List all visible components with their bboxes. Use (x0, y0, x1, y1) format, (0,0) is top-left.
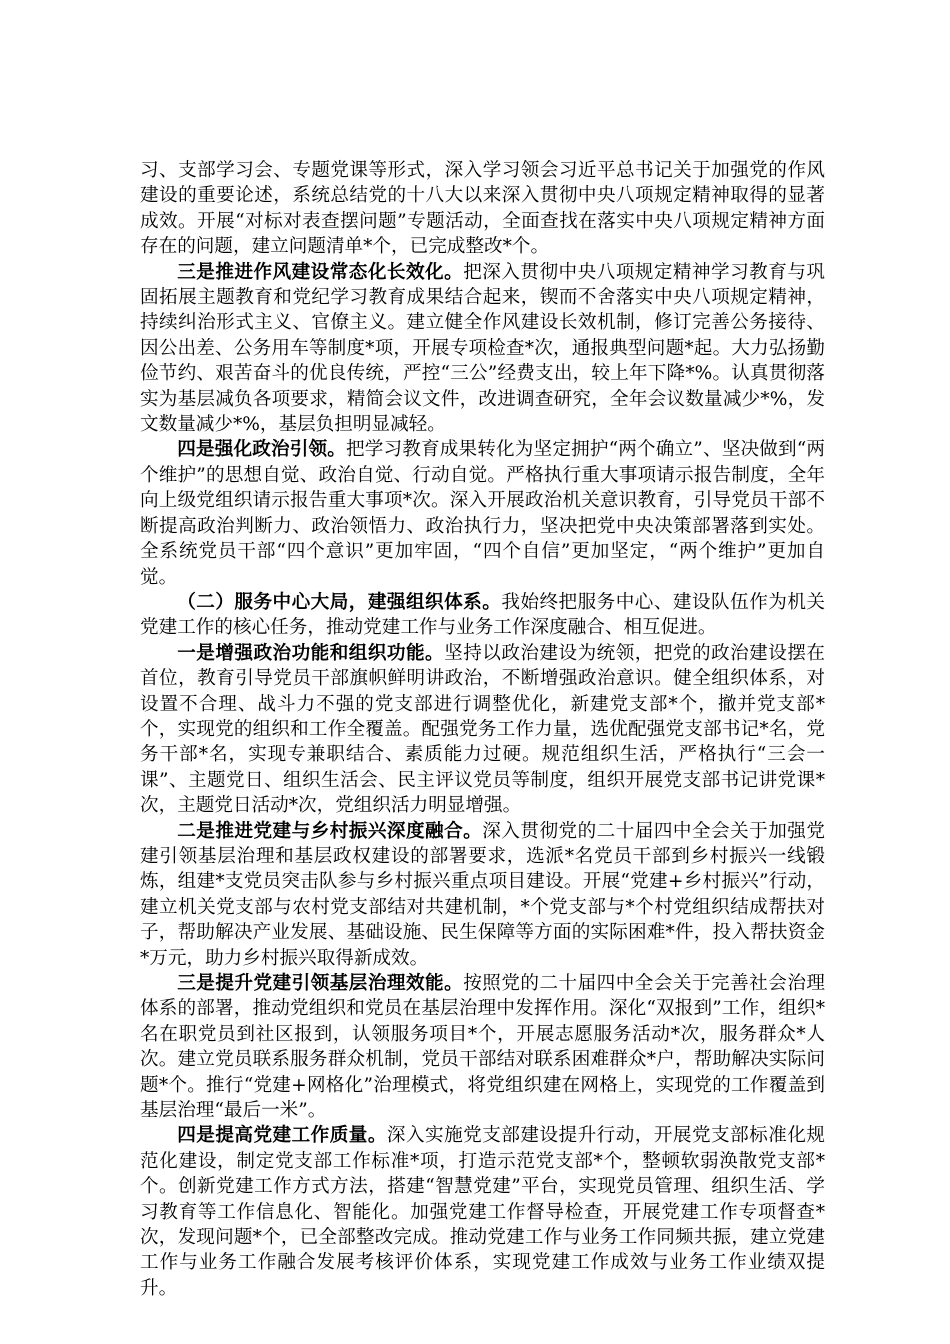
paragraph-body: 深入贯彻党的二十届四中全会关于加强党建引领基层治理和基层政权建设的部署要求，选派*名党员干部到乡村振兴一线锻炼，组建*支党员突击队参与乡村振兴重点项目建设。开展“党建+乡村振兴”行动，建立机关党支部与农村党支部结对共建机制，*个党支部与*个村党组织结成帮扶对子，帮助解决产业发展、基础设施、民生保障等方面的实际困难*件，投入帮扶资金*万元，助力乡村振兴取得新成效。 (140, 820, 825, 969)
paragraph-heading: 一是增强政治功能和组织功能。 (177, 642, 445, 664)
paragraph-grassroots-governance (140, 971, 825, 1123)
paragraph-heading: 三是推进作风建设常态化长效化。 (177, 261, 464, 283)
paragraph-body: 把学习教育成果转化为坚定拥护“两个确立”、坚决做到“两个维护”的思想自觉、政治自觉、行动自觉。严格执行重大事项请示报告制度，全年向上级党组织请示报告重大事项*次。深入开展政治机关意识教育，引导党员干部不断提高政治判断力、政治领悟力、政治执行力，坚决把党中央决策部署落到实处。全系统党员干部“四个意识”更加牢固，“四个自信”更加坚定，“两个维护”更加自觉。 (140, 439, 825, 588)
paragraph-body: 坚持以政治建设为统领，把党的政治建设摆在首位，教育引导党员干部旗帜鲜明讲政治，不断增强政治意识。健全组织体系，对设置不合理、战斗力不强的党支部进行调整优化，新建党支部*个，撤并党支部*个，实现党的组织和工作全覆盖。配强党务工作力量，选优配强党支部书记*名，党务干部*名，实现专兼职结合、素质能力过硬。规范组织生活，严格执行“三会一课”、主题党日、组织生活会、民主评议党员等制度，组织开展党支部书记讲党课*次，主题党日活动*次，党组织活力明显增强。 (140, 642, 825, 817)
paragraph-body: 我始终把服务中心、建设队伍作为机关党建工作的核心任务，推动党建工作与业务工作深度融合、相互促进。 (140, 591, 825, 639)
paragraph-heading: 四是提高党建工作质量。 (177, 1125, 387, 1147)
paragraph-heading: 二是推进党建与乡村振兴深度融合。 (177, 820, 483, 842)
paragraph-study-continuation (140, 158, 825, 260)
section-heading-organization (140, 590, 825, 641)
paragraph-body: 把深入贯彻中央八项规定精神学习教育与巩固拓展主题教育和党纪学习教育成果结合起来，锲而不舍落实中央八项规定精神，持续纠治形式主义、官僚主义。建立健全作风建设长效机制，修订完善公务接待、因公出差、公务用车等制度*项，开展专项检查*次，通报典型问题*起。大力弘扬勤俭节约、艰苦奋斗的优良传统，严控“三公”经费支出，较上年下降*%。认真贯彻落实为基层减负各项要求，精简会议文件，改进调查研究，全年会议数量减少*%，发文数量减少*%，基层负担明显减轻。 (140, 261, 825, 436)
paragraph-heading: 四是强化政治引领。 (177, 439, 346, 461)
paragraph-body: 习、支部学习会、专题党课等形式，深入学习领会习近平总书记关于加强党的作风建设的重要论述，系统总结党的十八大以来深入贯彻中央八项规定精神取得的显著成效。开展“对标对表查摆问题”专题活动，全面查找在落实中央八项规定精神方面存在的问题，建立问题清单*个，已完成整改*个。 (140, 160, 825, 258)
paragraph-body: 深入实施党支部建设提升行动，开展党支部标准化规范化建设，制定党支部工作标准*项，打造示范党支部*个，整顿软弱涣散党支部*个。创新党建工作方式方法，搭建“智慧党建”平台，实现党员管理、组织生活、学习教育等工作信息化、智能化。加强党建工作督导检查，开展党建工作专项督查*次，发现问题*个，已全部整改完成。推动党建工作与业务工作同频共振，建立党建工作与业务工作融合发展考核评价体系，实现党建工作成效与业务工作业绩双提升。 (140, 1125, 825, 1299)
document-page (140, 158, 825, 1301)
paragraph-organizational-function (140, 641, 825, 819)
paragraph-style-normalization (140, 260, 825, 438)
paragraph-political-guidance (140, 437, 825, 589)
section-heading: （二）服务中心大局，建强组织体系。 (177, 591, 502, 613)
paragraph-heading: 三是提升党建引领基层治理效能。 (177, 973, 464, 994)
paragraph-work-quality (140, 1123, 825, 1301)
paragraph-rural-revitalization (140, 819, 825, 971)
paragraph-body: 按照党的二十届四中全会关于完善社会治理体系的部署，推动党组织和党员在基层治理中发挥作用。深化“双报到”工作，组织*名在职党员到社区报到，认领服务项目*个，开展志愿服务活动*次，服务群众*人次。建立党员联系服务群众机制，党员干部结对联系困难群众*户，帮助解决实际问题*个。推行“党建+网格化”治理模式，将党组织建在网格上，实现党的工作覆盖到基层治理“最后一米”。 (140, 973, 825, 1122)
